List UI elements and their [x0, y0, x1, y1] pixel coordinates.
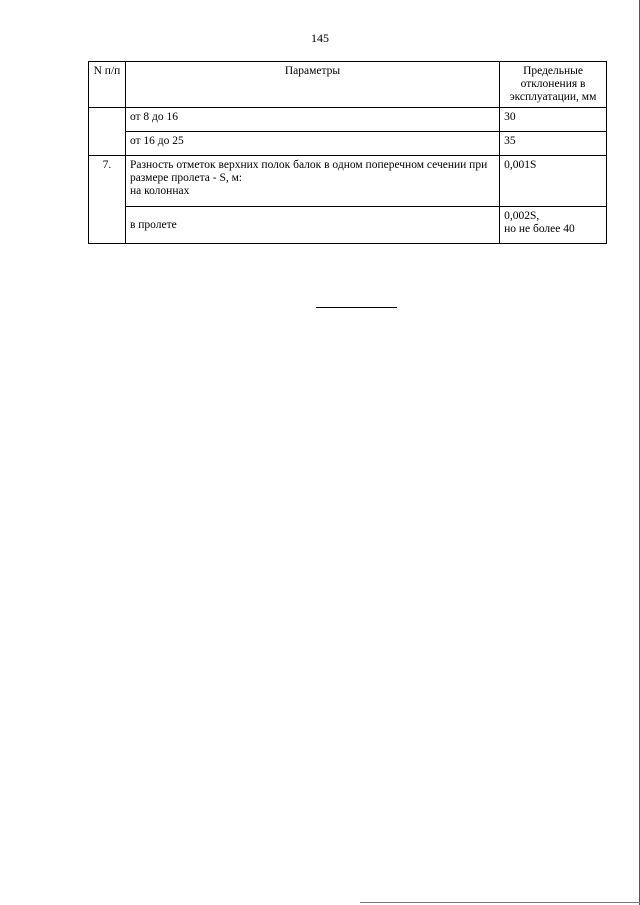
row-deviation-cell: 0,001S — [500, 156, 607, 207]
header-deviation: Предельные отклонения в эксплуатации, мм — [500, 62, 607, 108]
row-deviation-cell: 35 — [500, 132, 607, 156]
row-param-cell: в пролете — [125, 207, 499, 244]
table-row — [89, 132, 607, 156]
row-deviation-cell: 0,002S, но не более 40 — [500, 207, 607, 244]
row-deviation-cell: 30 — [500, 108, 607, 132]
header-num: N п/п — [89, 62, 126, 108]
header-params: Параметры — [125, 62, 499, 108]
table-row — [89, 207, 607, 244]
end-of-document-line — [316, 307, 397, 308]
row-param-cell: от 8 до 16 — [125, 108, 499, 132]
page-number: 145 — [311, 31, 329, 45]
table-row — [89, 156, 607, 207]
table-row — [89, 108, 607, 132]
table-header-row — [89, 62, 607, 108]
row-param-cell: Разность отметок верхних полок балок в одном поперечном сечении при размере пролета - S, м: на колоннах — [125, 156, 499, 207]
scan-edge-bottom — [360, 902, 640, 903]
row-num-cell — [89, 108, 126, 156]
parameters-table — [88, 61, 607, 244]
row-param-cell: от 16 до 25 — [125, 132, 499, 156]
row-num-cell: 7. — [89, 156, 126, 244]
